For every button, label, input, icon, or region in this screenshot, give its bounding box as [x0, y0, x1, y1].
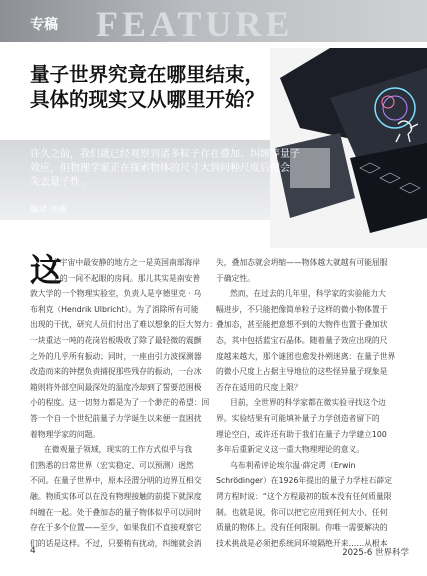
body-line: 然而，在过去的几年里，科学家的实验能力大	[230, 289, 386, 299]
body-line: 叠加态，甚至能把意想不到的大物件也置于叠加状	[216, 320, 388, 330]
body-line: 个宇宙中最安静的地方之一是英国南部海岸	[52, 258, 201, 267]
drop-cap: 这	[30, 251, 63, 289]
body-line: 失，叠加态就会坍缩——物体越大就越有可能屈服	[216, 258, 388, 267]
body-line: 布利克（Hendrik Ulbricht）。为了消除所有可能	[30, 304, 199, 314]
lede-line: 失去量子性 。	[30, 177, 94, 188]
lede-line: 许久之前，我们就已经观察到诸多粒子存在叠加、纠缠等量子	[30, 149, 300, 160]
body-line: 融。物质实体可以在没有物理接触的前提下就深度	[30, 491, 202, 501]
body-line: 之外的几乎所有振动；同时，一座由引力波探测器	[30, 351, 202, 361]
body-line: 敦大学的一个物理实验室，负责人是亨德里克 · 乌	[30, 289, 202, 299]
body-line: Schrödinger）在1926年提出的量子力学柱石薛定	[216, 476, 392, 486]
body-line: 改造而来的钟摆负责捕捉那些残存的振动，一台冰	[30, 367, 202, 377]
body-line: 谔方程时说：“这个方程最初的版本没有任何质量限	[216, 491, 392, 501]
body-column-left	[30, 251, 218, 551]
page-number: 4	[30, 546, 36, 556]
title-line: 具体的现实又从哪里开始？	[30, 88, 265, 111]
body-line: 上的一间不起眼的房间。那儿其实是南安普	[52, 273, 201, 283]
body-line: 乌布利希评论埃尔温·薛定谔（Erwin	[230, 460, 356, 470]
body-line: 目前，全世界的科学家都在微实验寻找这个边	[230, 398, 386, 408]
body-line: 答一个自一个世纪前量子力学诞生以来便一直困扰	[30, 413, 202, 423]
body-line: 态，其中包括蓝宝石晶体。随着量子效应出现的尺	[216, 335, 388, 345]
body-line: 不同。在量子世界中，原本泾渭分明的边界互相交	[30, 476, 202, 486]
article-title	[30, 62, 290, 112]
body-line: 小的程度。这一切努力都是为了一个渺茫的希望：回	[30, 398, 210, 408]
body-line: 存在于多个位置——至少，如果我们不直接观察它	[30, 523, 202, 533]
body-line: 幅进步，不只能把像简单粒子这样的微小物体置于	[216, 304, 388, 314]
lede-paragraph	[30, 148, 300, 190]
body-line: 着物理学家的问题。	[30, 429, 101, 439]
body-line: 多年后重新定义这一重大物理理论的意义。	[216, 445, 365, 455]
body-line: 纠缠在一起。处于叠加态的量子物体似乎可以同时	[30, 507, 202, 517]
feature-wordmark: FEATURE	[96, 4, 294, 44]
body-column-right	[216, 255, 394, 551]
journal-issue: 2025-6 世界科学	[342, 548, 409, 558]
body-line: 们的话是这样。不过，只要稍有扰动，纠缠就会消	[30, 538, 202, 548]
translator-credit: 编译 李威	[30, 205, 67, 215]
body-line: 在微观量子领域，现实的工作方式似乎与我	[44, 445, 193, 455]
body-line: 制。也就是说，你可以把它应用到任何大小、任何	[216, 507, 388, 517]
body-line: 否存在适用的尺度上限？	[216, 382, 302, 392]
body-line: 出现的干扰，研究人员们付出了难以想象的巨大努力：	[30, 320, 218, 330]
body-line: 的微小尺度上占据主导地位的这些怪异量子现象是	[216, 367, 388, 377]
body-line: 质量的物体上。没有任何限制。你唯一需要解决的	[216, 523, 388, 533]
lede-line: 效应，但物理学家正在探索物体的尺寸大到何种尺度后便会	[30, 163, 290, 174]
body-line: 度越来越大，那个谜团也愈发扑朔迷离：在量子世界	[216, 351, 396, 361]
title-line: 量子世界究竟在哪里结束，	[30, 63, 265, 86]
body-line: 一块重达一吨的花岗岩板吸收了除了最轻微的震颤	[30, 335, 202, 345]
body-line: 界。实验结果有可能填补量子力学创造者留下的	[216, 413, 380, 423]
body-line: 箱则将外部空间最深处的温度冷却到了誓要范围极	[30, 382, 202, 392]
section-tag: 专稿	[30, 17, 58, 33]
body-line: 理论空白，或许还有助于我们在量子力学建立100	[216, 429, 387, 439]
body-line: 技术挑战是必须把系统同环境隔绝开来……从根本	[216, 538, 388, 548]
body-line: 们熟悉的日常世界（宏实稳定、可以预测）迥然	[30, 460, 194, 470]
body-line: 于确定性。	[216, 273, 255, 283]
